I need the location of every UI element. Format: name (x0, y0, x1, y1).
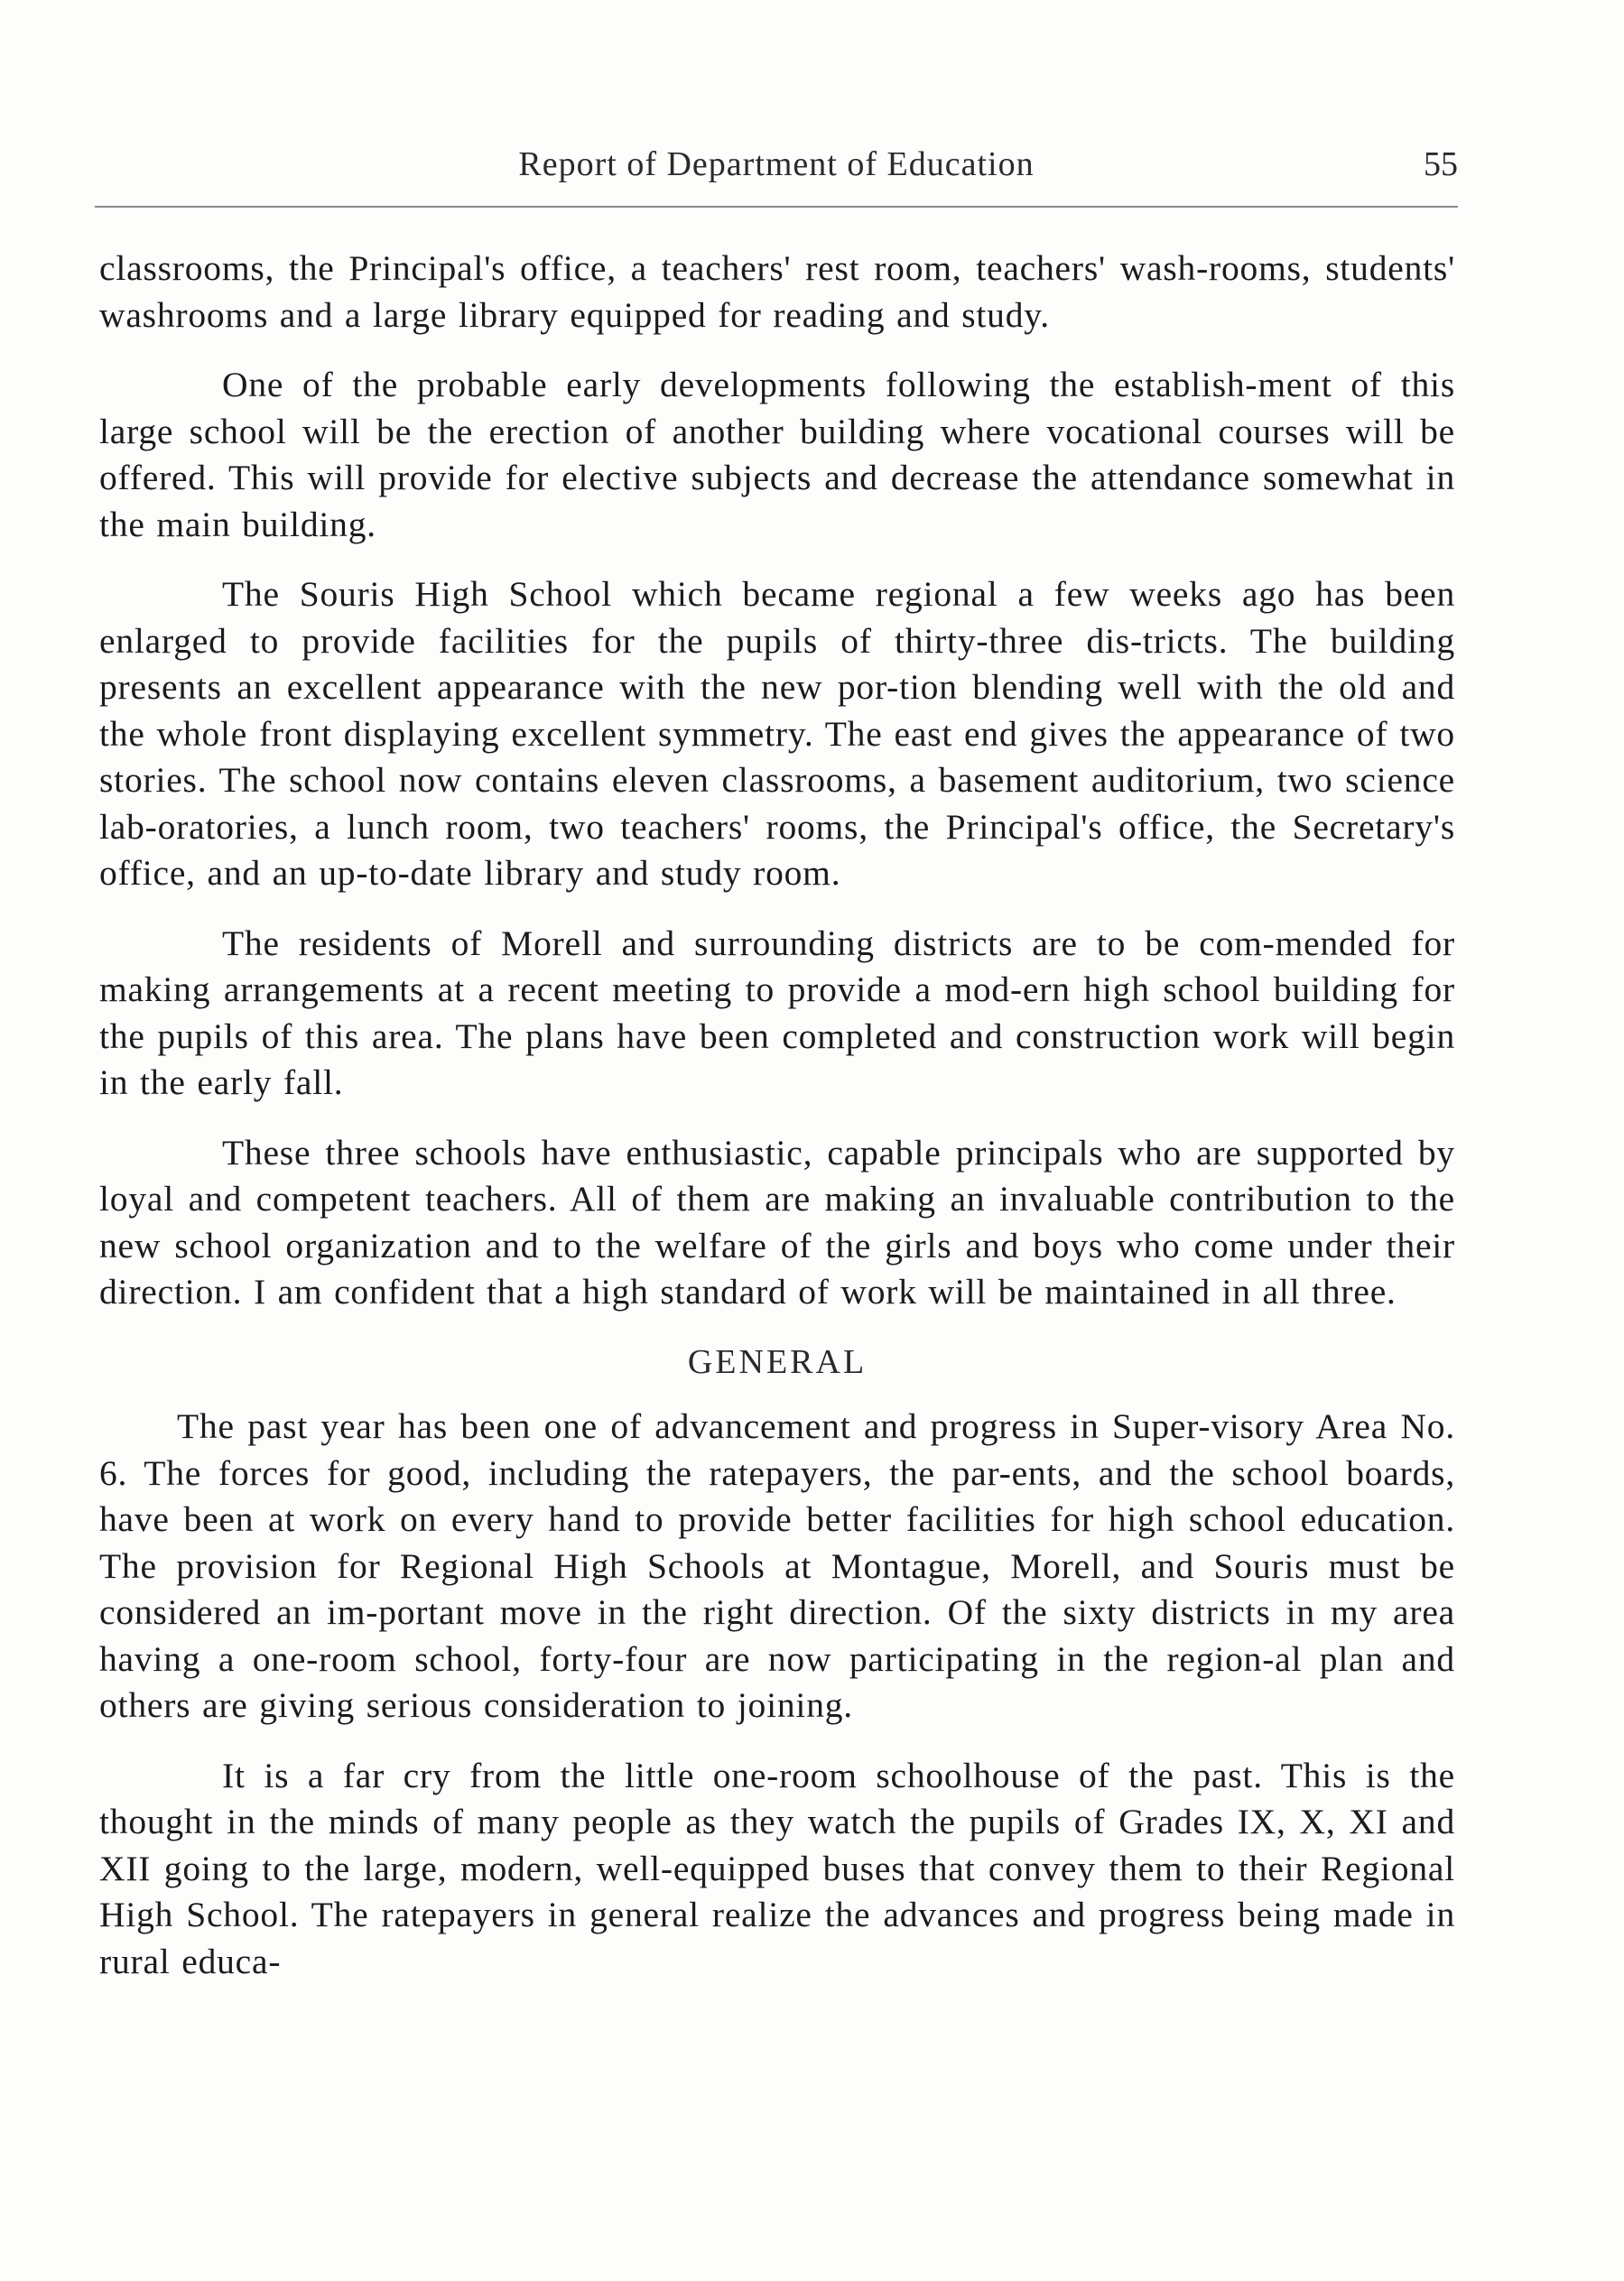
body-text (99, 246, 1455, 2008)
paragraph: The residents of Morell and surrounding districts are to be com-mended for making arrangements at a recent meeting to provide a mod-ern high school building for the pupils of this area. The plans have been completed and construction work will begin in the early fall. (99, 923, 1455, 1102)
paragraph: One of the probable early developments following the establish-ment of this large school will be the erection of another building where vocational courses will be offered. This will provide for elective subjects and decrease the attendance somewhat in the main building. (99, 365, 1455, 544)
paragraph: The Souris High School which became regional a few weeks ago has been enlarged to provide facilities for the pupils of thirty-three dis-tricts. The building presents an excellent appearance with the new por-tion blending well with the old and the whole front displaying excellent symmetry. The east end gives the appearance of two stories. The school now contains eleven classrooms, a basement auditorium, two science lab-oratories, a lunch room, two teachers' rooms, the Principal's office, the Secretary's office, and an up-to-date library and study room. (99, 574, 1455, 893)
paragraph: The past year has been one of advancement and progress in Super-visory Area No. 6. The forces for good, including the ratepayers, the par-ents, and the school boards, have been at work on every hand to provide better facilities for high school education. The provision for Regional High Schools at Montague, Morell, and Souris must be considered an im-portant move in the right direction. Of the sixty districts in my area having a one-room school, forty-four are now participating in the region-al plan and others are giving serious consideration to joining. (99, 1406, 1455, 1725)
header-title: Report of Department of Education (518, 145, 1035, 183)
section-heading-general: GENERAL (687, 1342, 868, 1381)
paragraph: These three schools have enthusiastic, capable principals who are supported by loyal and competent teachers. All of them are making an invaluable contribution to the new school organization and to the welfare of the girls and boys who come under their direction. I am confident that a high standard of work will be maintained in all three. (99, 1132, 1455, 1312)
paragraph: It is a far cry from the little one-room schoolhouse of the past. This is the thought in the minds of many people as they watch the pupils of Grades IX, X, XI and XII going to the large, modern, well-equipped buses that convey them to their Regional High School. The ratepayers in general realize the advances and progress being made in rural educa- (99, 1755, 1455, 1981)
page-number: 55 (1424, 145, 1458, 183)
running-header (95, 135, 1458, 199)
paragraph-continued: classrooms, the Principal's office, a teachers' rest room, teachers' wash-rooms, students' washrooms and a large library equipped for reading and study. (99, 248, 1455, 335)
header-rule (95, 206, 1458, 208)
